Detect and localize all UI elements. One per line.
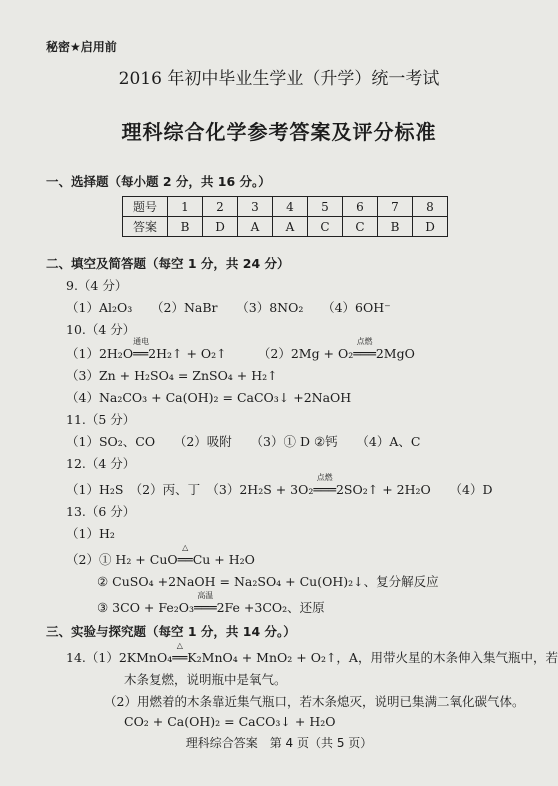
q10-part2: 2H₂↑ + O₂↑ （2）2Mg + O₂ xyxy=(148,346,354,361)
q10-line-4: （4）Na₂CO₃ + Ca(OH)₂ = CaCO₃↓ +2NaOH xyxy=(66,390,352,405)
condition-label: 点燃 xyxy=(316,473,333,482)
condition-label: △ xyxy=(176,641,183,650)
q13-line-2 xyxy=(66,543,255,568)
q13-heading: 13.（6 分） xyxy=(66,504,136,519)
table-cell: C xyxy=(343,217,378,237)
q14-line-3: （2）用燃着的木条靠近集气瓶口，若木条熄灭，说明已集满二氧化碳气体。 xyxy=(104,694,525,709)
q13-line-1: （1）H₂ xyxy=(66,526,115,541)
table-cell: 5 xyxy=(308,197,343,217)
q11-heading: 11.（5 分） xyxy=(66,412,136,427)
confidential-mark: 秘密★启用前 xyxy=(46,40,117,54)
reaction-condition: 点燃 ═══ xyxy=(353,337,376,361)
q9-heading: 9.（4 分） xyxy=(66,278,128,293)
q9-answers: （1）Al₂O₃ （2）NaBr （3）8NO₂ （4）6OH⁻ xyxy=(66,300,391,315)
q10-line-3: （3）Zn + H₂SO₄ = ZnSO₄ + H₂↑ xyxy=(66,368,278,383)
table-row xyxy=(123,217,448,237)
table-cell: 6 xyxy=(343,197,378,217)
condition-label: 通电 xyxy=(133,337,150,346)
q10-part3: 2MgO xyxy=(375,346,415,361)
q10-heading: 10.（4 分） xyxy=(66,322,136,337)
q11-answers: （1）SO₂、CO （2）吸附 （3）① D ②钙 （4）A、C xyxy=(66,434,421,449)
q14-part1: 14.（1）2KMnO₄ xyxy=(66,650,173,665)
page-footer: 理科综合答案 第 4 页（共 5 页） xyxy=(185,736,373,750)
q10-part1: （1）2H₂O xyxy=(66,346,134,361)
table-cell: B xyxy=(378,217,413,237)
q12-part2: 2SO₂↑ + 2H₂O （4）D xyxy=(335,482,493,497)
document-title: 理科综合化学参考答案及评分标准 xyxy=(121,120,437,144)
table-cell: D xyxy=(203,217,238,237)
table-cell: D xyxy=(413,217,448,237)
q14-line-1 xyxy=(66,641,558,666)
table-cell: 7 xyxy=(378,197,413,217)
q13-part2: Cu + H₂O xyxy=(192,552,255,567)
q13-part3: ③ 3CO + Fe₂O₃ xyxy=(97,600,195,615)
table-cell: C xyxy=(308,217,343,237)
table-cell: 4 xyxy=(273,197,308,217)
condition-label: △ xyxy=(182,543,189,552)
q12-answers xyxy=(66,473,493,498)
q13-line-4 xyxy=(97,591,325,616)
reaction-condition: 通电 ══ xyxy=(133,337,150,361)
table-cell: A xyxy=(238,217,273,237)
q14-line-4: CO₂ + Ca(OH)₂ = CaCO₃↓ + H₂O xyxy=(124,714,336,729)
section-2-title: 二、填空及简答题（每空 1 分，共 24 分） xyxy=(46,256,290,271)
exam-title: 2016 年初中毕业生学业（升学）统一考试 xyxy=(118,69,440,89)
table-cell: 3 xyxy=(238,197,273,217)
reaction-condition: 高温 ═══ xyxy=(194,591,217,615)
table-row xyxy=(123,197,448,217)
table-cell: A xyxy=(273,217,308,237)
reaction-condition: △ ══ xyxy=(172,641,188,665)
condition-label: 点燃 xyxy=(356,337,373,346)
q13-part4: 2Fe +3CO₂、还原 xyxy=(216,600,325,615)
table-header-answer: 答案 xyxy=(123,217,168,237)
answer-table xyxy=(122,196,448,237)
table-header-number: 题号 xyxy=(123,197,168,217)
q13-part1: （2）① H₂ + CuO xyxy=(66,552,178,567)
table-cell: 2 xyxy=(203,197,238,217)
q12-part1: （1）H₂S （2）丙、丁 （3）2H₂S + 3O₂ xyxy=(66,482,314,497)
q10-line-1 xyxy=(66,337,415,362)
table-cell: 8 xyxy=(413,197,448,217)
table-cell: B xyxy=(168,217,203,237)
q12-heading: 12.（4 分） xyxy=(66,456,136,471)
reaction-condition: 点燃 ═══ xyxy=(313,473,336,497)
reaction-condition: △ ══ xyxy=(177,543,193,567)
section-3-title: 三、实验与探究题（每空 1 分，共 14 分。） xyxy=(46,624,296,639)
table-cell: 1 xyxy=(168,197,203,217)
q13-line-3: ② CuSO₄ +2NaOH = Na₂SO₄ + Cu(OH)₂↓、复分解反应 xyxy=(97,574,439,589)
section-1-title: 一、选择题（每小题 2 分，共 16 分。） xyxy=(46,174,271,189)
condition-label: 高温 xyxy=(197,591,214,600)
q14-line-2: 木条复燃，说明瓶中是氧气。 xyxy=(124,672,287,687)
q14-part2: K₂MnO₄ + MnO₂ + O₂↑，A，用带火星的木条伸入集气瓶中，若 xyxy=(187,650,558,665)
